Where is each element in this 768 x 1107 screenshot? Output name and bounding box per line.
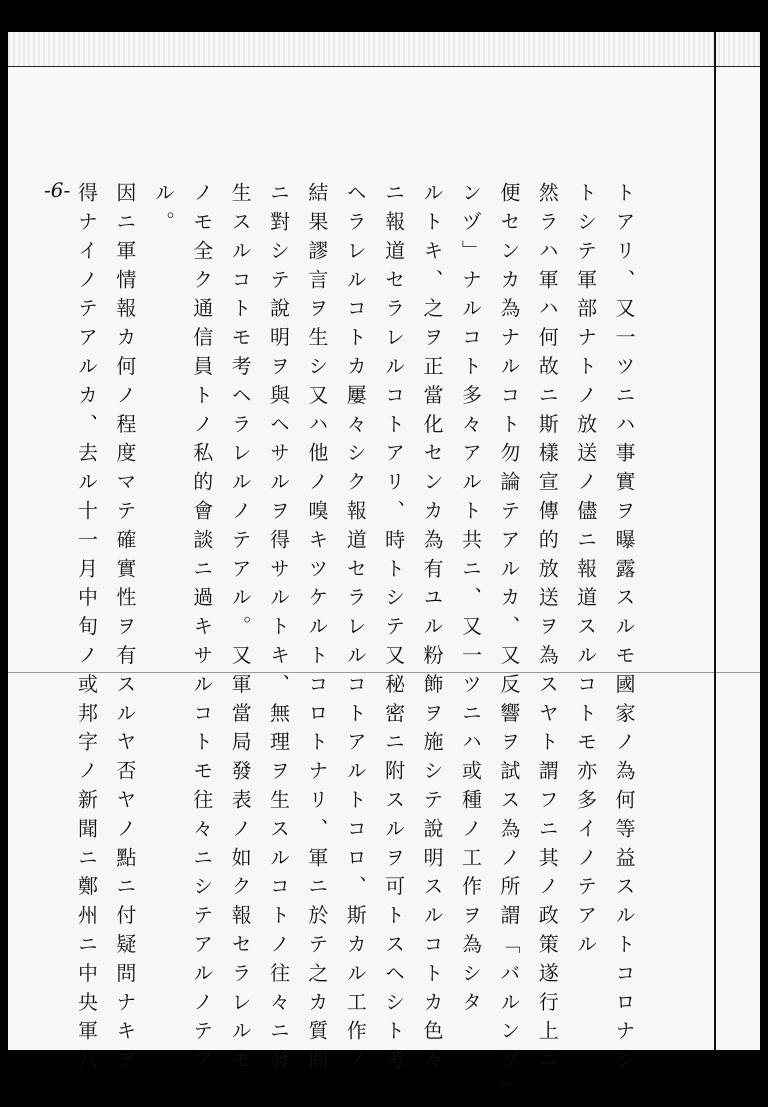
text-column-2: トシテ軍部ナトノ放送ノ儘ニ報道スルコトモ亦多イノテアル xyxy=(573,182,598,963)
text-column-13: ル。 xyxy=(151,182,176,240)
text-column-9: 結果謬言ヲ生シ又ハ他ノ嗅キツケルトコロトナリ、軍ニ於テ之カ質問 xyxy=(304,182,329,1078)
text-column-1: トアリ、又一ツニハ事實ヲ曝露スルモ國家ノ為何等益スルトコロナシ xyxy=(612,182,636,1078)
text-column-11: 生スルコトモ考ヘラレルノテアル。又軍當局發表ノ如ク報セラレルモ xyxy=(228,182,253,1078)
text-column-12: ノモ全ク通信員トノ私的會談ニ過キサルコトモ往々ニシテアルノテア xyxy=(189,182,214,1078)
text-column-15: 得ナイノテアルカ、去ル十一月中旬ノ或邦字ノ新聞ニ鄭州ニ中央軍八 xyxy=(74,182,99,1078)
text-column-4: 便センカ為ナルコト勿論テアルカ、又反響ヲ試ス為ノ所謂「バルンゾ」 xyxy=(496,182,521,1107)
right-margin-rule xyxy=(714,32,716,1050)
text-column-14: 因ニ軍情報カ何ノ程度マテ確實性ヲ有スルヤ否ヤノ點ニ付疑問ナキヲ xyxy=(112,182,137,1078)
page-number-mark: -6- xyxy=(44,178,71,202)
text-column-5: ンヅ」ナルコト多々アルト共ニ、又一ツニハ或種ノ工作ヲ為シタ xyxy=(458,182,483,1021)
text-column-7: ニ報道セラレルコトアリ、時トシテ又秘密ニ附スルヲ可トスヘシト考 xyxy=(381,182,406,1078)
text-column-6: ルトキ、之ヲ正當化センカ為有ユル粉飾ヲ施シテ說明スルコトカ色々 xyxy=(420,182,445,1078)
text-column-3: 然ラハ軍ハ何故ニ斯樣宣傳的放送ヲ為スヤト謂フニ其ノ政策遂行上ニ xyxy=(535,182,560,1078)
scan-top-band xyxy=(8,32,760,66)
text-column-8: ヘラレルコトカ屢々シク報道セラレルコトアルトコロ、斯カル工作ノ xyxy=(343,182,368,1078)
top-rule xyxy=(8,66,760,67)
vertical-text-body xyxy=(74,182,640,1107)
text-column-10: ニ對シテ說明ヲ與ヘサルヲ得サルトキ、無理ヲ生スルコトノ往々ニ發 xyxy=(266,182,291,1078)
scanned-page xyxy=(8,32,760,1107)
